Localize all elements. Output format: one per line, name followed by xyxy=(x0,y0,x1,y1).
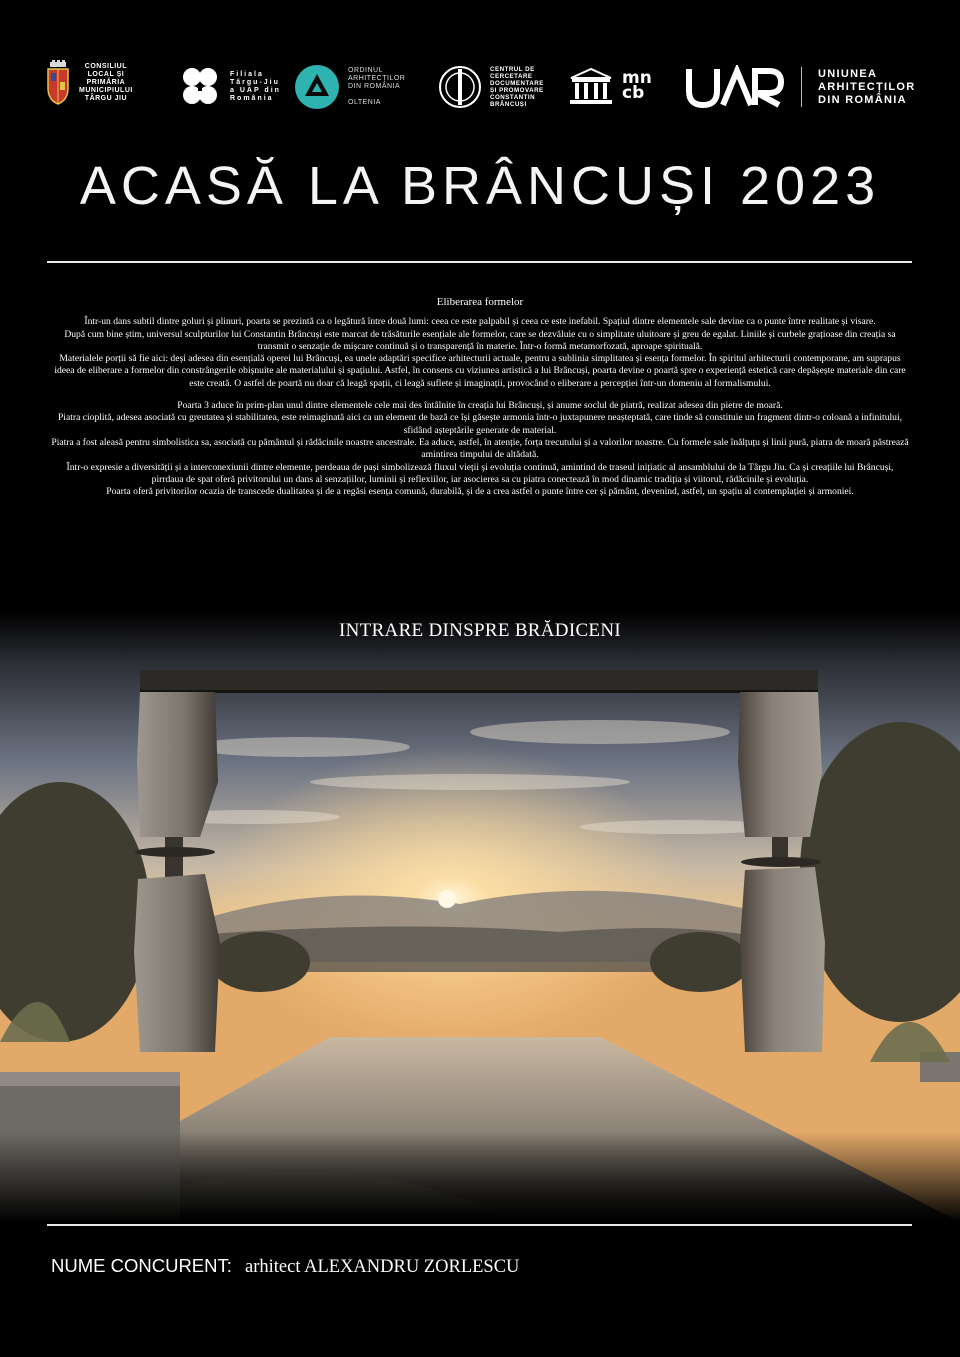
centrul-line: CENTRUL DE xyxy=(490,66,535,73)
consiliu-line: LOCAL ȘI xyxy=(87,71,125,78)
essay-paragraph: Piatra a fost aleasă pentru simbolistica sa, asociată cu pământul și rădăcinile noastre ancestrale. Ea aduce, astfel, în atenție, forța trecutului și a valorilor noastre. Cu formele sale înălțuțu și linii pură, piatra de moară păstrează amintirea timpului de altădată. xyxy=(51,436,909,461)
concept-text xyxy=(50,296,910,498)
ordinul-arhitectilor-logo xyxy=(294,64,405,110)
filiala-line: Filiala xyxy=(230,71,264,78)
competitor-label: NUME CONCURENT: xyxy=(51,1255,232,1276)
oar-triangle-icon xyxy=(294,64,340,110)
uar-line: DIN ROMÂNIA xyxy=(818,93,907,106)
page-title: ACASĂ LA BRÂNCUȘI 2023 xyxy=(79,156,881,216)
filiala-uap-logo xyxy=(178,65,281,109)
centrul-line: ȘI PROMOVARE xyxy=(490,87,544,94)
mncb-top: mn xyxy=(622,68,652,88)
partner-logos xyxy=(40,60,920,120)
consiliu-line: MUNICIPIULUI xyxy=(79,87,133,94)
ordinul-line: DIN ROMÂNIA xyxy=(348,83,401,90)
competitor-name: arhitect ALEXANDRU ZORLESCU xyxy=(245,1257,520,1277)
filiala-line: România xyxy=(230,95,274,102)
centrul-line: BRÂNCUȘI xyxy=(490,101,527,108)
coat-of-arms-icon xyxy=(45,60,71,106)
essay-heading: Eliberarea formelor xyxy=(436,296,524,308)
essay-paragraph: Poarta oferă privitorilor ocazia de transcede dualitatea și de a regăsi esența comună, durabilă, și de a crea astfel o punte între cer și pământ, devenind, astfel, un spațiu al contemplației și armoniei. xyxy=(106,486,854,498)
centrul-line: CONSTANTIN xyxy=(490,94,536,101)
consiliu-line: CONSILIUL xyxy=(84,63,128,70)
ordinul-branch: OLTENIA xyxy=(348,99,381,106)
centrul-line: DOCUMENTARE xyxy=(490,80,544,87)
top-divider xyxy=(47,261,912,263)
clover-icon xyxy=(178,65,222,109)
consiliu-logo xyxy=(45,60,133,106)
circle-column-icon xyxy=(438,65,482,109)
uar-line: ARHITECȚILOR xyxy=(818,80,916,93)
mncb-bottom: cb xyxy=(622,83,645,103)
filiala-line: Târgu-Jiu xyxy=(230,79,280,86)
bottom-divider xyxy=(47,1224,912,1226)
essay-paragraph: Într-o expresie a diversității și a interconexiunii dintre elemente, perdeaua de pași simbolizează fluxul vieții și evoluția continuă, amintind de traseul inițiatic al ansamblului de la Târgu Jiu. Ca și creațiile lui Brâncuși, pirrdaua de spat oferă privitorului un dans al senzațiilor, luminii și reflexiilor, iar asocierea sa cu piatra conectează în mod dinamic tradiția și viitorul, rădăcinile și evoluția. xyxy=(66,461,894,485)
centrul-line: CERCETARE xyxy=(490,73,533,80)
essay-paragraph: Materialele porții să fie aici: deși adesea din esențială operei lui Brâncuși, ea unele adaptări specifice arhitecturii actuale, pentru a sublinia simplitatea și esența formelor. În spiritul arhitecturii contemporane, am suprapus ideea de eliberare a formelor din constrângerile obișnuite ale materialului și spațiului. Astfel, în consens cu viziunea artistică a lui Brâncuși, poarta devine o poartă spre o experiență estetică care depășește materiale din care este creată. O astfel de poartă nu doar că leagă spații, ci leagă suflete și imaginații, provocând o eliberare a percepției într-un domeniu al formalismului. xyxy=(54,353,906,389)
centrul-brancusi-logo xyxy=(438,65,544,109)
ordinul-line: ARHITECȚILOR xyxy=(348,75,406,82)
museum-building-icon xyxy=(568,66,614,106)
ordinul-line: ORDINUL xyxy=(348,67,384,74)
uar-wordmark xyxy=(685,65,785,109)
essay-paragraph: După cum bine știm, universul sculpturilor lui Constantin Brâncuși este marcat de trăsăturile esențiale ale formelor, care se dezvăluie cu o simplitate uluitoare și greu de egalat. Liniile și curbele grațioase din creația sa transmit o senzație de mișcare continuă și o transparență în materie. Într-o formă metamorfozată, aproape spirituală. xyxy=(64,328,896,352)
uar-line: UNIUNEA xyxy=(818,67,878,80)
gate-render-image xyxy=(0,612,960,1222)
filiala-line: a UAP din xyxy=(230,87,281,94)
render-caption: INTRARE DINSPRE BRĂDICENI xyxy=(339,620,621,641)
essay-paragraph: Piatra cioplită, adesea asociată cu greutatea și stabilitatea, este reimaginată aici ca un element de bază ce își găsește armonia într-o juxtapunere neașteptată, care tinde să constituie un fragment dintr-o coloană a infinitului, sfidând așteptările generate de material. xyxy=(57,412,903,436)
consiliu-line: PRIMĂRIA xyxy=(86,79,126,86)
essay-paragraph: Poarta 3 aduce în prim-plan unul dintre elementele cele mai des întâlnite în creația lui Brâncuși, și anume soclul de piatră, realizat adesea din pietre de moară. xyxy=(177,400,783,412)
consiliu-line: TÂRGU JIU xyxy=(84,95,128,102)
mncb-logo xyxy=(568,66,652,106)
essay-paragraph: Într-un dans subtil dintre goluri și plinuri, poarta se prezintă ca o legătură între două lumi: ceea ce este palpabil și ceea ce este inefabil. Spațiul dintre elementele sale devine ca o punte între realitate și visare. xyxy=(84,316,876,328)
uar-logo xyxy=(685,65,915,109)
competitor-line xyxy=(51,1255,519,1278)
